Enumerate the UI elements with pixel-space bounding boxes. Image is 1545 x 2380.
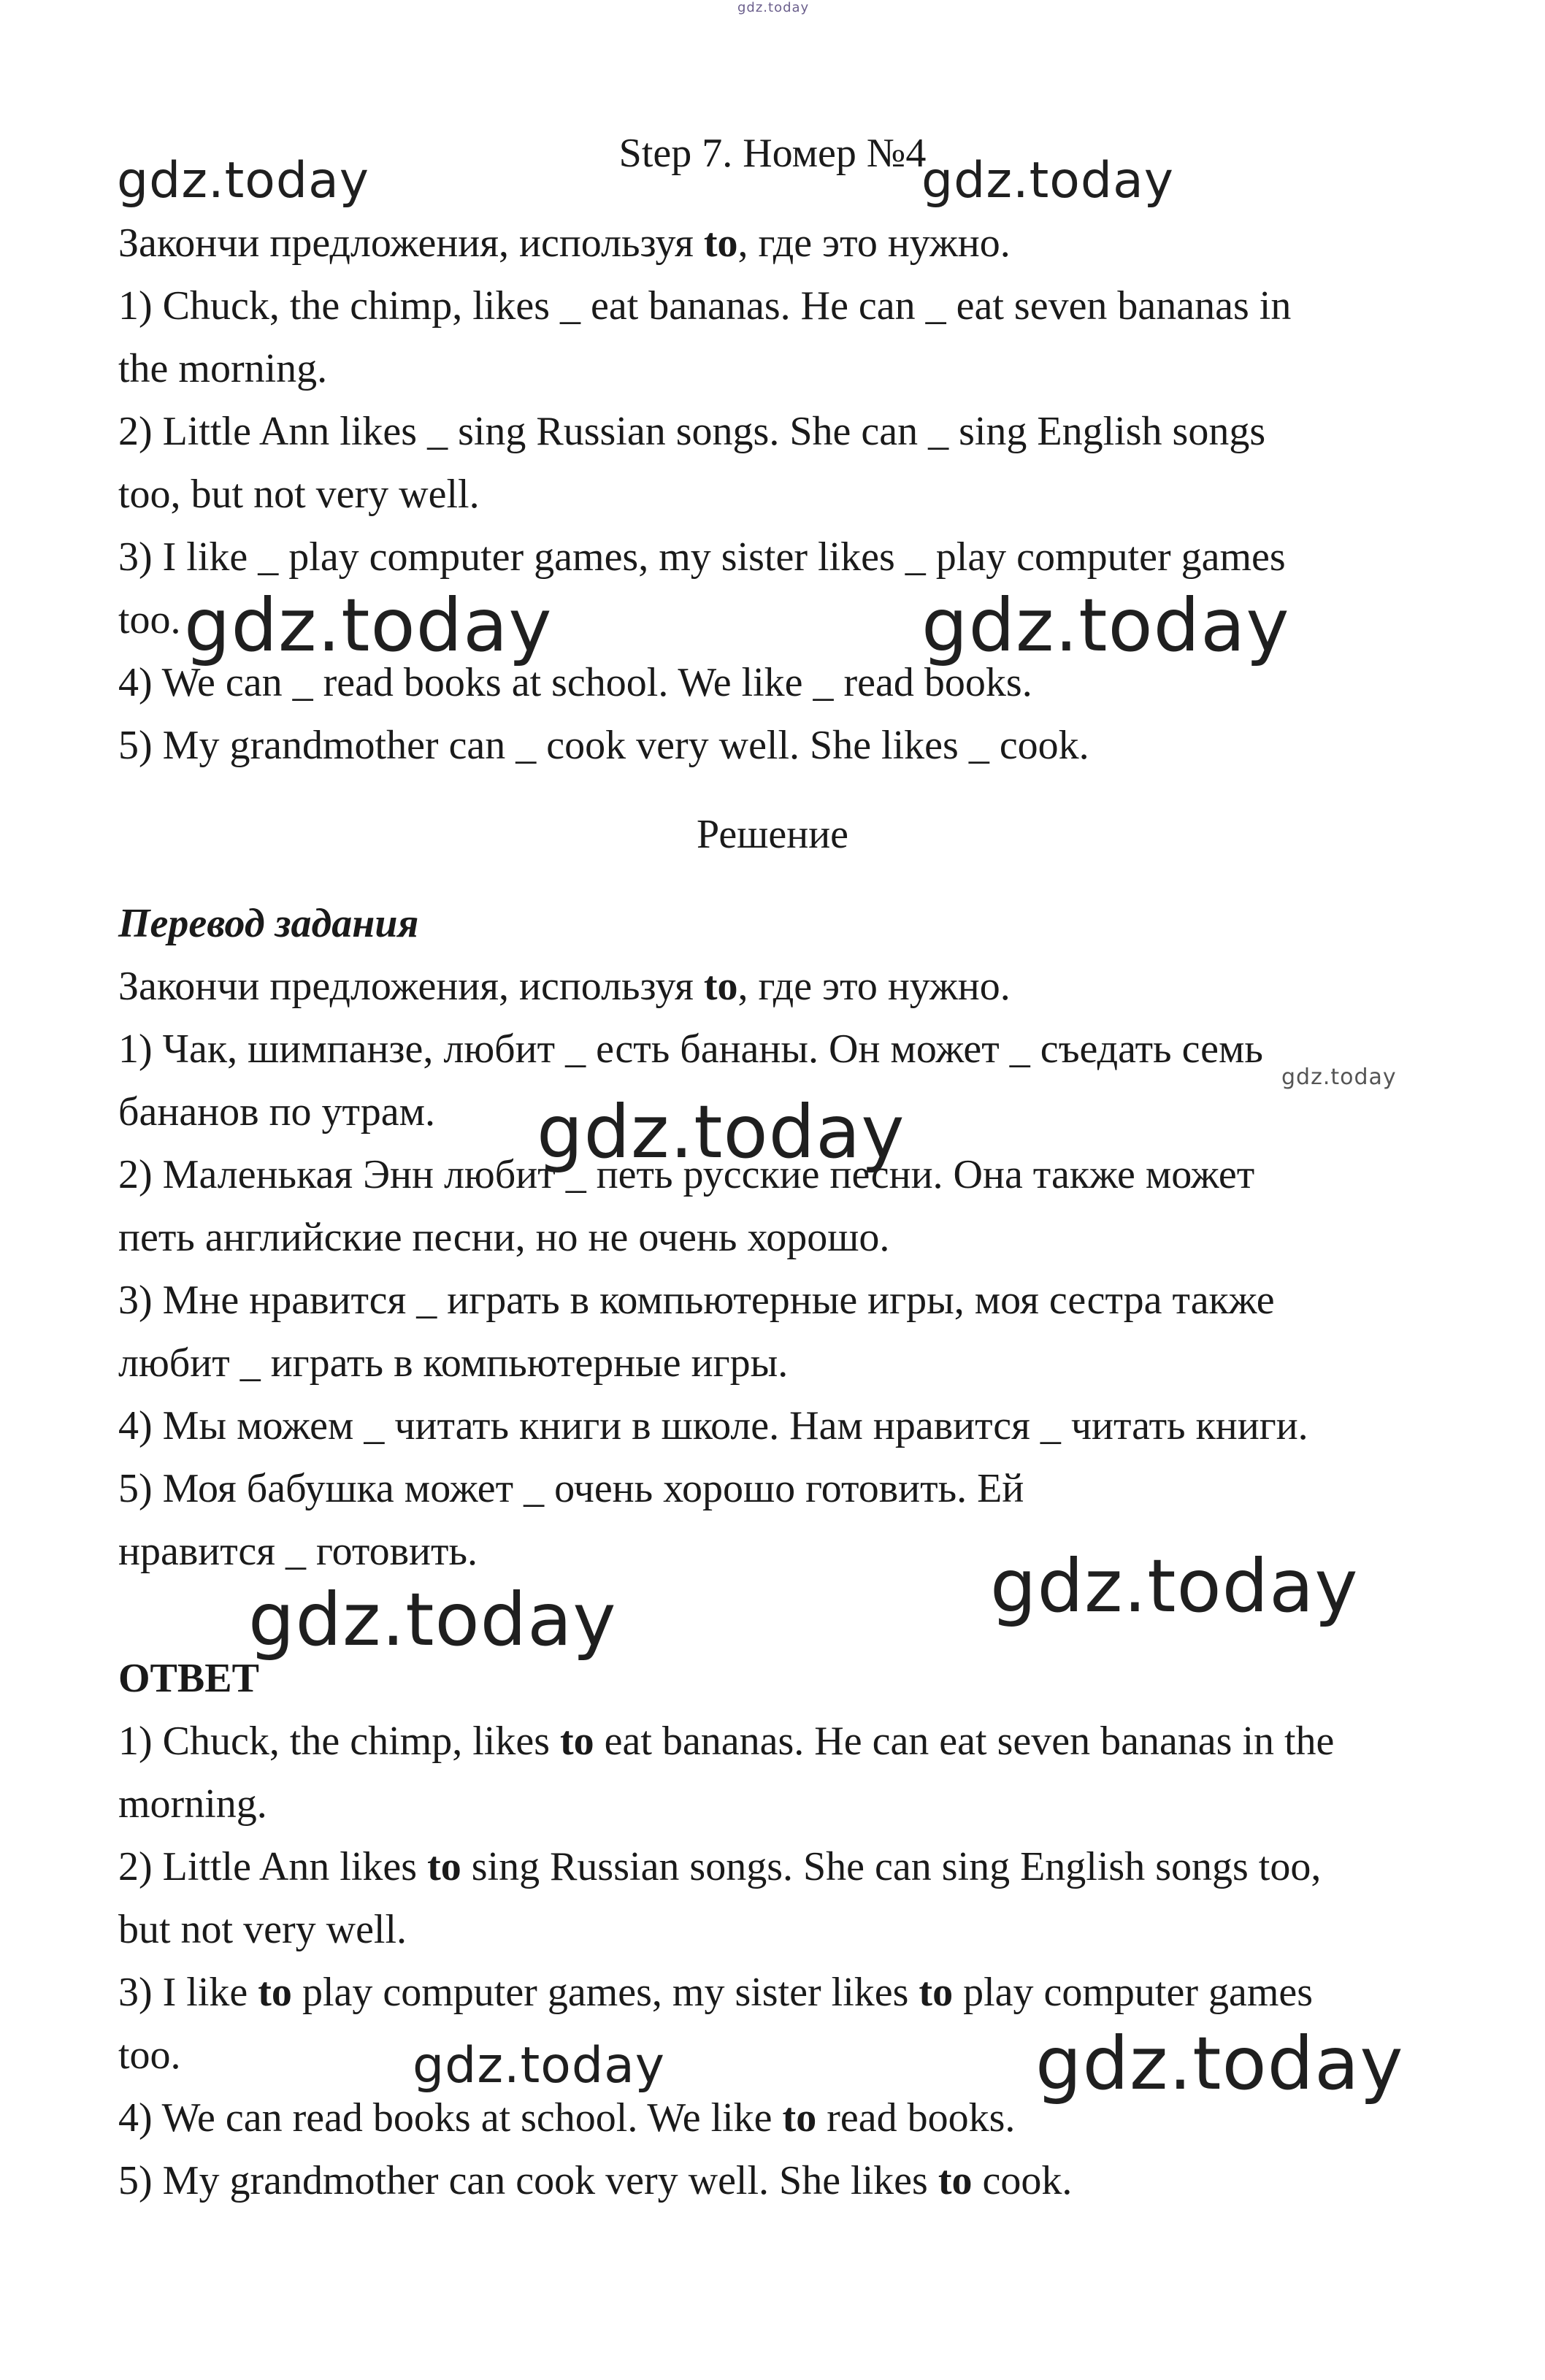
watermark: gdz.today (921, 152, 1174, 210)
task-line: 5) My grandmother can _ cook very well. She likes _ cook. (118, 723, 1089, 768)
translation-line: 5) Моя бабушка может _ очень хорошо готовить. Ей (118, 1466, 1024, 1511)
translation-heading: Перевод задания (118, 901, 419, 946)
task-line: too. (118, 597, 181, 642)
translation-line: петь английские песни, но не очень хорошо. (118, 1215, 890, 1260)
watermark: gdz.today (921, 583, 1290, 668)
answer-line: too. (118, 2032, 181, 2078)
task-line: too, but not very well. (118, 472, 480, 517)
task-line: the morning. (118, 346, 328, 391)
top-watermark: gdz.today (737, 0, 810, 15)
answer-line: 2) Little Ann likes to sing Russian songs. She can sing English songs too, (118, 1844, 1322, 1889)
translation-line: нравится _ готовить. (118, 1529, 478, 1574)
page-title: Step 7. Номер №4 (618, 131, 927, 176)
task-line: 2) Little Ann likes _ sing Russian songs. She can _ sing English songs (118, 409, 1266, 454)
translation-line: 4) Мы можем _ читать книги в школе. Нам нравится _ читать книги. (118, 1403, 1308, 1448)
translation-instruction: Закончи предложения, используя to, где это нужно. (118, 964, 1011, 1009)
task-line: 4) We can _ read books at school. We like _ read books. (118, 660, 1032, 705)
translation-line: 1) Чак, шимпанзе, любит _ есть бананы. Он может _ съедать семь (118, 1026, 1263, 1072)
watermark: gdz.today (990, 1543, 1359, 1629)
watermark: gdz.today (1035, 2021, 1404, 2106)
watermark: gdz.today (413, 2037, 665, 2095)
watermark: gdz.today (248, 1577, 617, 1662)
answer-line: morning. (118, 1781, 267, 1827)
watermark: gdz.today (537, 1089, 905, 1175)
watermark: gdz.today (1281, 1064, 1397, 1090)
answer-line: but not very well. (118, 1907, 407, 1952)
task-line: 3) I like _ play computer games, my sister likes _ play computer games (118, 534, 1286, 580)
task-line: 1) Chuck, the chimp, likes _ eat bananas. He can _ eat seven bananas in (118, 283, 1292, 329)
answer-line: 3) I like to play computer games, my sister likes to play computer games (118, 1970, 1314, 2015)
answer-line: 5) My grandmother can cook very well. She likes to cook. (118, 2158, 1073, 2203)
answer-line: 4) We can read books at school. We like to read books. (118, 2095, 1016, 2141)
translation-line: любит _ играть в компьютерные игры. (118, 1340, 789, 1386)
solution-heading: Решение (696, 812, 849, 857)
answer-heading: ОТВЕТ (118, 1656, 259, 1701)
watermark: gdz.today (184, 583, 553, 668)
translation-line: 3) Мне нравится _ играть в компьютерные игры, моя сестра также (118, 1278, 1275, 1323)
task-instruction: Закончи предложения, используя to, где это нужно. (118, 220, 1011, 266)
watermark: gdz.today (117, 152, 369, 210)
translation-line: 2) Маленькая Энн любит _ петь русские песни. Она также может (118, 1152, 1255, 1197)
translation-line: бананов по утрам. (118, 1089, 435, 1135)
answer-line: 1) Chuck, the chimp, likes to eat bananas. He can eat seven bananas in the (118, 1719, 1335, 1764)
